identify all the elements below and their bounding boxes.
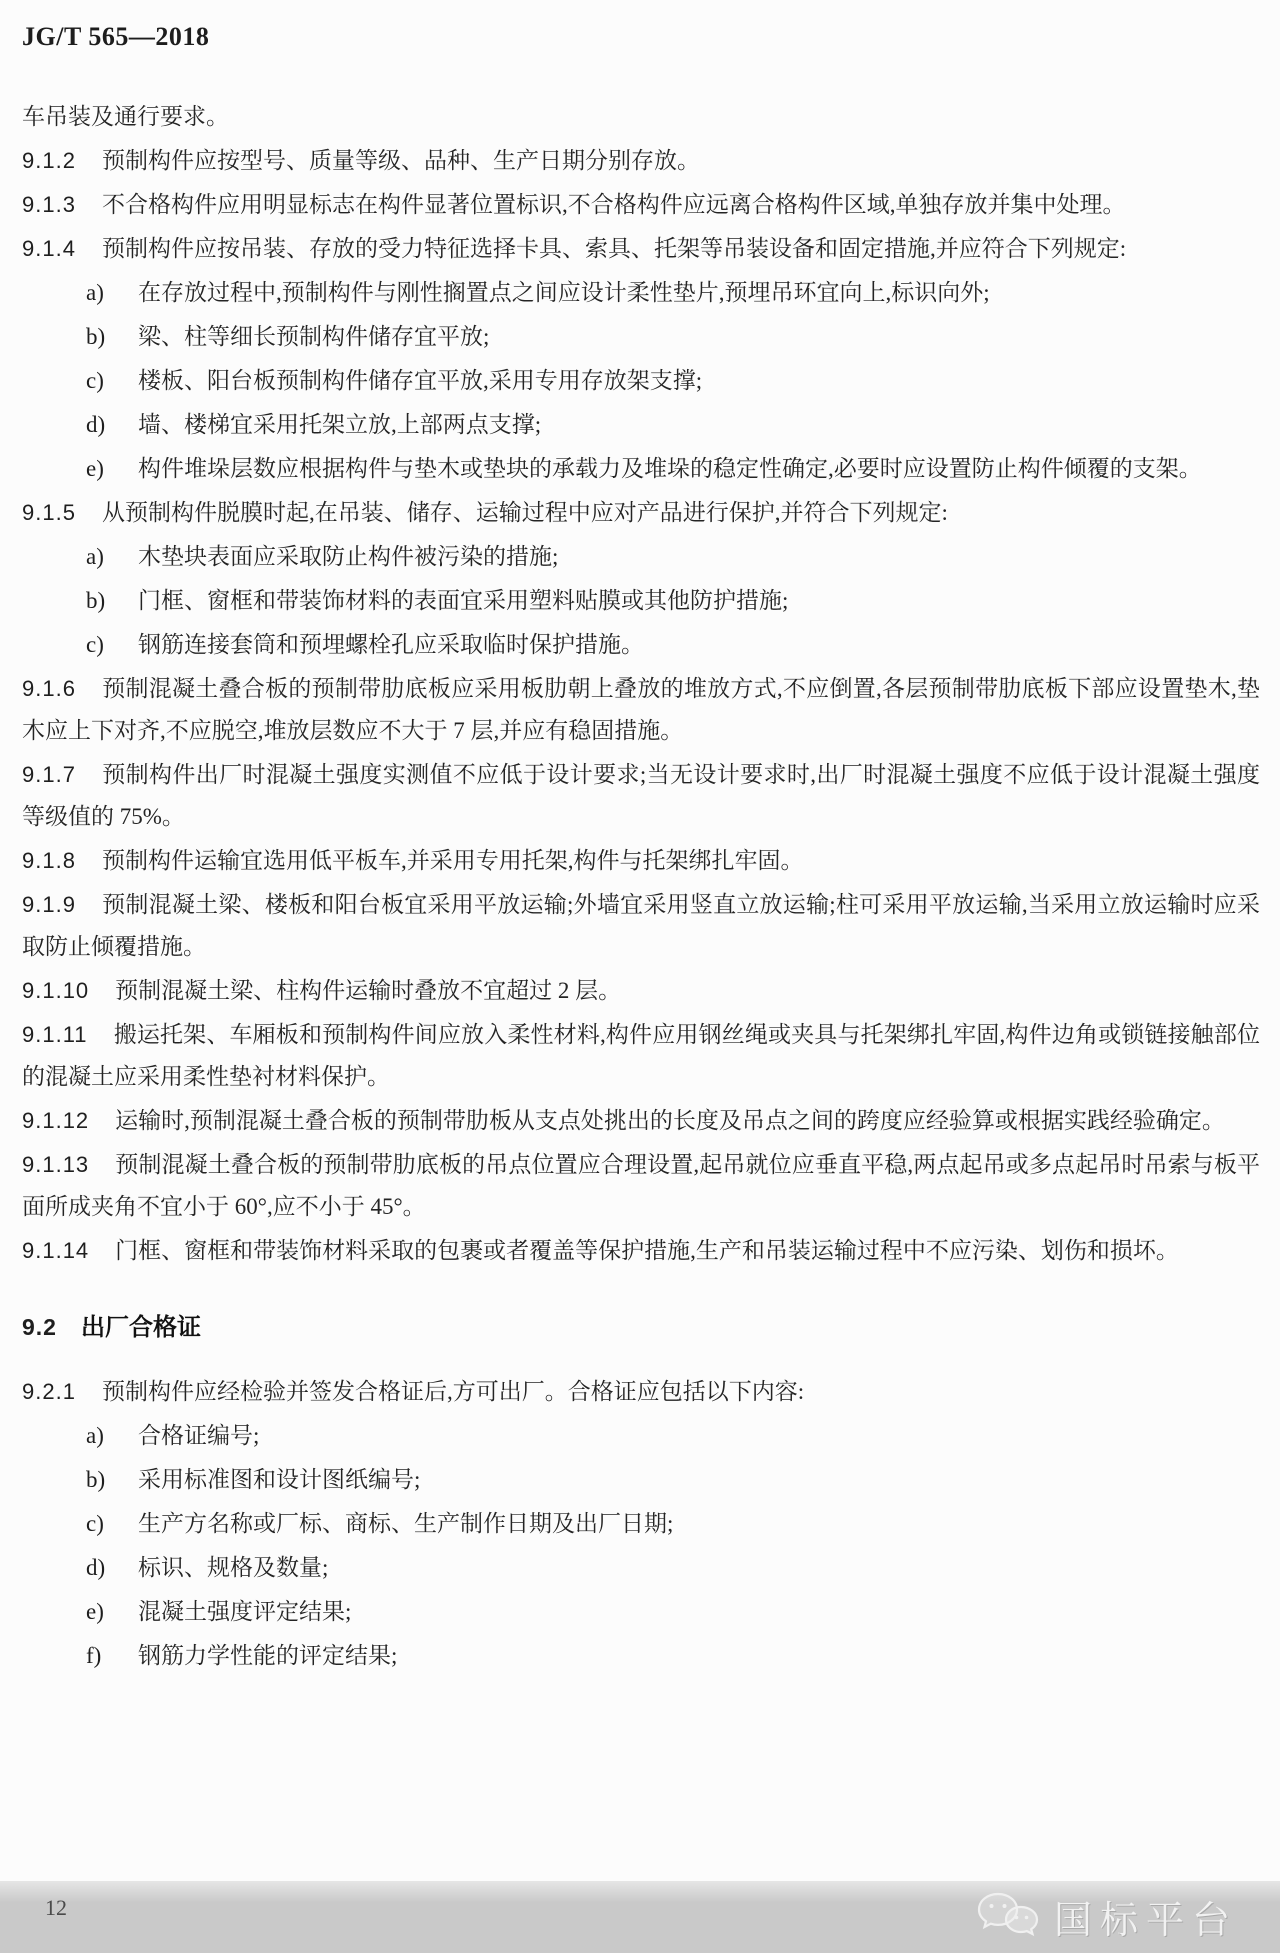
clause-number: 9.1.13 xyxy=(22,1152,90,1177)
list-item-text: 合格证编号; xyxy=(138,1423,260,1448)
clause-paragraph xyxy=(22,1230,1260,1272)
list-item-text: 构件堆垛层数应根据构件与垫木或垫块的承载力及堆垛的稳定性确定,必要时应设置防止构件倾覆的支架。 xyxy=(138,456,1202,481)
list-item-letter: d) xyxy=(86,1555,106,1580)
clause-paragraph xyxy=(22,1371,1260,1413)
standard-code: JG/T 565—2018 xyxy=(22,22,210,51)
clause-number: 9.1.5 xyxy=(22,500,76,525)
clause-number: 9.1.8 xyxy=(22,848,76,873)
clause-text: 车吊装及通行要求。 xyxy=(22,104,229,129)
clause-number: 9.1.14 xyxy=(22,1238,90,1263)
clause-paragraph xyxy=(22,840,1260,882)
clause-text: 预制构件运输宜选用低平板车,并采用专用托架,构件与托架绑扎牢固。 xyxy=(101,848,804,873)
list-item xyxy=(86,1459,1260,1501)
list-item-text: 在存放过程中,预制构件与刚性搁置点之间应设计柔性垫片,预埋吊环宜向上,标识向外; xyxy=(138,280,990,305)
list-item xyxy=(86,272,1260,314)
clause-text: 运输时,预制混凝土叠合板的预制带肋板从支点处挑出的长度及吊点之间的跨度应经验算或根据实践经验确定。 xyxy=(115,1108,1225,1133)
list-item-text: 楼板、阳台板预制构件储存宜平放,采用专用存放架支撑; xyxy=(138,368,703,393)
list-item-text: 混凝土强度评定结果; xyxy=(138,1599,352,1624)
clause-paragraph xyxy=(22,492,1260,534)
list-item-letter: b) xyxy=(86,1467,106,1492)
clause-number: 9.1.7 xyxy=(22,762,76,787)
list-item xyxy=(86,536,1260,578)
list-item xyxy=(86,580,1260,622)
clause-number: 9.1.2 xyxy=(22,148,76,173)
list-item-letter: b) xyxy=(86,588,106,613)
list-item xyxy=(86,316,1260,358)
clause-paragraph xyxy=(22,884,1260,968)
list-item xyxy=(86,624,1260,666)
list-item-letter: f) xyxy=(86,1643,102,1668)
clause-paragraph xyxy=(22,140,1260,182)
list-item-letter: a) xyxy=(86,280,104,305)
section-heading-text: 出厂合格证 xyxy=(80,1314,201,1341)
list-item-text: 门框、窗框和带装饰材料的表面宜采用塑料贴膜或其他防护措施; xyxy=(138,588,789,613)
clause-paragraph xyxy=(22,754,1260,838)
list-item-text: 标识、规格及数量; xyxy=(138,1555,329,1580)
clause-text: 预制构件出厂时混凝土强度实测值不应低于设计要求;当无设计要求时,出厂时混凝土强度不应低于设计混凝土强度等级值的 75%。 xyxy=(22,762,1260,829)
list-item-letter: e) xyxy=(86,456,104,481)
clause-paragraph xyxy=(22,1014,1260,1098)
clause-number: 9.1.4 xyxy=(22,236,76,261)
clause-text: 预制构件应按型号、质量等级、品种、生产日期分别存放。 xyxy=(101,148,700,173)
watermark-label: 国标平台 xyxy=(1053,1900,1238,1942)
list-item xyxy=(86,360,1260,402)
list-item xyxy=(86,1415,1260,1457)
list-item-text: 墙、楼梯宜采用托架立放,上部两点支撑; xyxy=(138,412,542,437)
clause-text: 不合格构件应用明显标志在构件显著位置标识,不合格构件应远离合格构件区域,单独存放并集中处理。 xyxy=(101,192,1126,217)
list-item-letter: c) xyxy=(86,632,104,657)
footer-band xyxy=(0,1881,1280,1953)
list-item xyxy=(86,448,1260,490)
document-body xyxy=(22,96,1260,1677)
clause-text: 预制混凝土叠合板的预制带肋底板的吊点位置应合理设置,起吊就位应垂直平稳,两点起吊或多点起吊时吊索与板平面所成夹角不宜小于 60°,应不小于 45°。 xyxy=(22,1152,1260,1219)
clause-paragraph xyxy=(22,1144,1260,1228)
clause-number: 9.1.3 xyxy=(22,192,76,217)
list-item-text: 采用标准图和设计图纸编号; xyxy=(138,1467,421,1492)
clause-paragraph xyxy=(22,184,1260,226)
list-item xyxy=(86,1547,1260,1589)
clause-text: 预制混凝土梁、楼板和阳台板宜采用平放运输;外墙宜采用竖直立放运输;柱可采用平放运输,当采用立放运输时应采取防止倾覆措施。 xyxy=(22,892,1260,959)
page-number: 12 xyxy=(45,1895,67,1920)
list-item-letter: c) xyxy=(86,1511,104,1536)
list-item-text: 钢筋连接套筒和预埋螺栓孔应采取临时保护措施。 xyxy=(138,632,644,657)
wechat-icon xyxy=(976,1891,1040,1943)
clause-paragraph xyxy=(22,228,1260,270)
list-item-letter: d) xyxy=(86,412,106,437)
clause-text: 预制构件应按吊装、存放的受力特征选择卡具、索具、托架等吊装设备和固定措施,并应符合下列规定: xyxy=(101,236,1127,261)
list-item-text: 生产方名称或厂标、商标、生产制作日期及出厂日期; xyxy=(138,1511,674,1536)
list-item xyxy=(86,1635,1260,1677)
list-item-letter: b) xyxy=(86,324,106,349)
list-item xyxy=(86,1503,1260,1545)
clause-paragraph xyxy=(22,970,1260,1012)
clause-paragraph xyxy=(22,1100,1260,1142)
clause-text: 预制构件应经检验并签发合格证后,方可出厂。合格证应包括以下内容: xyxy=(101,1379,805,1404)
clause-text: 从预制构件脱膜时起,在吊装、储存、运输过程中应对产品进行保护,并符合下列规定: xyxy=(101,500,948,525)
list-item-letter: e) xyxy=(86,1599,104,1624)
clause-number: 9.2.1 xyxy=(22,1379,76,1404)
watermark xyxy=(976,1889,1238,1944)
section-heading xyxy=(22,1306,1260,1349)
list-item-text: 梁、柱等细长预制构件储存宜平放; xyxy=(138,324,490,349)
clause-text: 预制混凝土梁、柱构件运输时叠放不宜超过 2 层。 xyxy=(115,978,622,1003)
clause-number: 9.1.6 xyxy=(22,676,76,701)
clause-number: 9.2 xyxy=(22,1314,57,1340)
list-item-letter: a) xyxy=(86,544,104,569)
list-item-text: 木垫块表面应采取防止构件被污染的措施; xyxy=(138,544,559,569)
clause-text: 门框、窗框和带装饰材料采取的包裹或者覆盖等保护措施,生产和吊装运输过程中不应污染、划伤和损坏。 xyxy=(115,1238,1179,1263)
clause-text: 预制混凝土叠合板的预制带肋底板应采用板肋朝上叠放的堆放方式,不应倒置,各层预制带肋底板下部应设置垫木,垫木应上下对齐,不应脱空,堆放层数应不大于 7 层,并应有稳固措施。 xyxy=(22,676,1260,743)
list-item-letter: a) xyxy=(86,1423,104,1448)
list-item xyxy=(86,404,1260,446)
clause-text: 搬运托架、车厢板和预制构件间应放入柔性材料,构件应用钢丝绳或夹具与托架绑扎牢固,构件边角或锁链接触部位的混凝土应采用柔性垫衬材料保护。 xyxy=(22,1022,1260,1089)
list-item-letter: c) xyxy=(86,368,104,393)
list-item-text: 钢筋力学性能的评定结果; xyxy=(138,1643,398,1668)
clause-number: 9.1.11 xyxy=(22,1022,88,1047)
list-item xyxy=(86,1591,1260,1633)
clause-paragraph xyxy=(22,668,1260,752)
clause-number: 9.1.9 xyxy=(22,892,76,917)
clause-number: 9.1.12 xyxy=(22,1108,90,1133)
clause-paragraph xyxy=(22,96,1260,138)
clause-number: 9.1.10 xyxy=(22,978,90,1003)
